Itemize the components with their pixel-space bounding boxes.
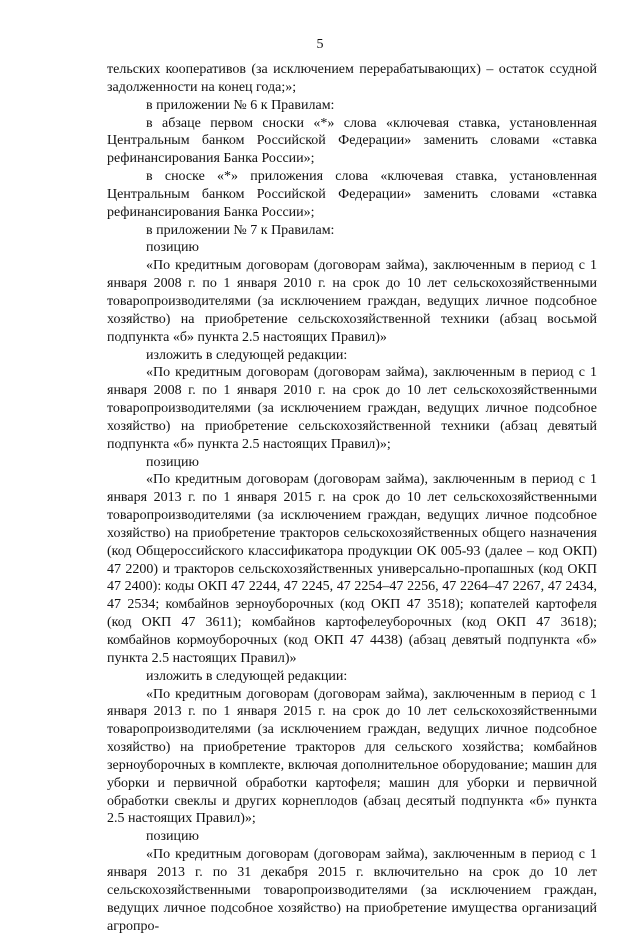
quoted-position: «По кредитным договорам (договорам займа), заключенным в период с 1 января 2013 г. по 1 января 2015 г. на срок до 10 лет сельскохозяйственными товаропроизводителями (за исключением граждан, ведущих личное подсобное хозяйство) на приобретение тракторов для сельского хозяйства; комбайнов зерноуборочных в комплекте, включая дополнительное оборудование; машин для уборки и первичной обработки картофеля; машин для уборки и первичной обработки свеклы и других корнеплодов (абзац десятый подпункта «б» пункта 2.5 настоящих Правил)»; — [107, 686, 597, 827]
quoted-position: «По кредитным договорам (договорам займа), заключенным в период с 1 января 2008 г. по 1 января 2010 г. на срок до 10 лет сельскохозяйственными товаропроизводителями (за исключением граждан, ведущих личное подсобное хозяйство) на приобретение сельскохозяйственной техники (абзац девятый подпункта «б» пункта 2.5 настоящих Правил)»; — [107, 365, 597, 452]
paragraph: тельских кооперативов (за исключением перерабатывающих) – остаток ссудной задолженности на конец года;»; — [107, 62, 597, 95]
quoted-position: «По кредитным договорам (договорам займа), заключенным в период с 1 января 2008 г. по 1 января 2010 г. на срок до 10 лет сельскохозяйственными товаропроизводителями (за исключением граждан, ведущих личное подсобное хозяйство) на приобретение сельскохозяйственной техники (абзац восьмой подпункта «б» пункта 2.5 настоящих Правил)» — [107, 258, 597, 345]
document-body — [107, 61, 597, 935]
quoted-position: «По кредитным договорам (договорам займа), заключенным в период с 1 января 2013 г. по 31 декабря 2015 г. включительно на срок до 10 лет сельскохозяйственными товаропроизводителями (за исключением граждан, ведущих личное подсобное хозяйство) на приобретение имущества организаций агропро- — [107, 847, 597, 934]
paragraph: в приложении № 6 к Правилам: — [146, 97, 335, 113]
paragraph: позицию — [146, 454, 199, 470]
paragraph: в сноске «*» приложения слова «ключевая ставка, установленная Центральным банком Российской Федерации» заменить словами «ставка рефинансирования Банка России»; — [107, 169, 597, 220]
paragraph: позицию — [146, 829, 199, 845]
quoted-position: «По кредитным договорам (договорам займа), заключенным в период с 1 января 2013 г. по 1 января 2015 г. на срок до 10 лет сельскохозяйственными товаропроизводителями (за исключением граждан, ведущих личное подсобное хозяйство) на приобретение тракторов сельскохозяйственных общего назначения (код Общероссийского классификатора продукции ОК 005-93 (далее – код ОКП) 47 2200) и тракторов сельскохозяйственных универсально-пропашных (код ОКП 47 2400): коды ОКП 47 2244, 47 2245, 47 2254–47 2256, 47 2264–47 2267, 47 2434, 47 2534; комбайнов зерноуборочных (код ОКП 47 3518); копателей картофеля (код ОКП 47 3611); комбайнов картофелеуборочных (код ОКП 47 3618); комбайнов кормоуборочных (код ОКП 47 4438) (абзац девятый подпункта «б» пункта 2.5 настоящих Правил)» — [107, 472, 597, 666]
paragraph: позицию — [146, 240, 199, 256]
paragraph: в абзаце первом сноски «*» слова «ключевая ставка, установленная Центральным банком Российской Федерации» заменить словами «ставка рефинансирования Банка России»; — [107, 115, 597, 167]
paragraph: изложить в следующей редакции: — [146, 347, 348, 363]
paragraph: в приложении № 7 к Правилам: — [146, 222, 335, 238]
paragraph: изложить в следующей редакции: — [146, 668, 348, 684]
page-number: 5 — [316, 37, 324, 52]
